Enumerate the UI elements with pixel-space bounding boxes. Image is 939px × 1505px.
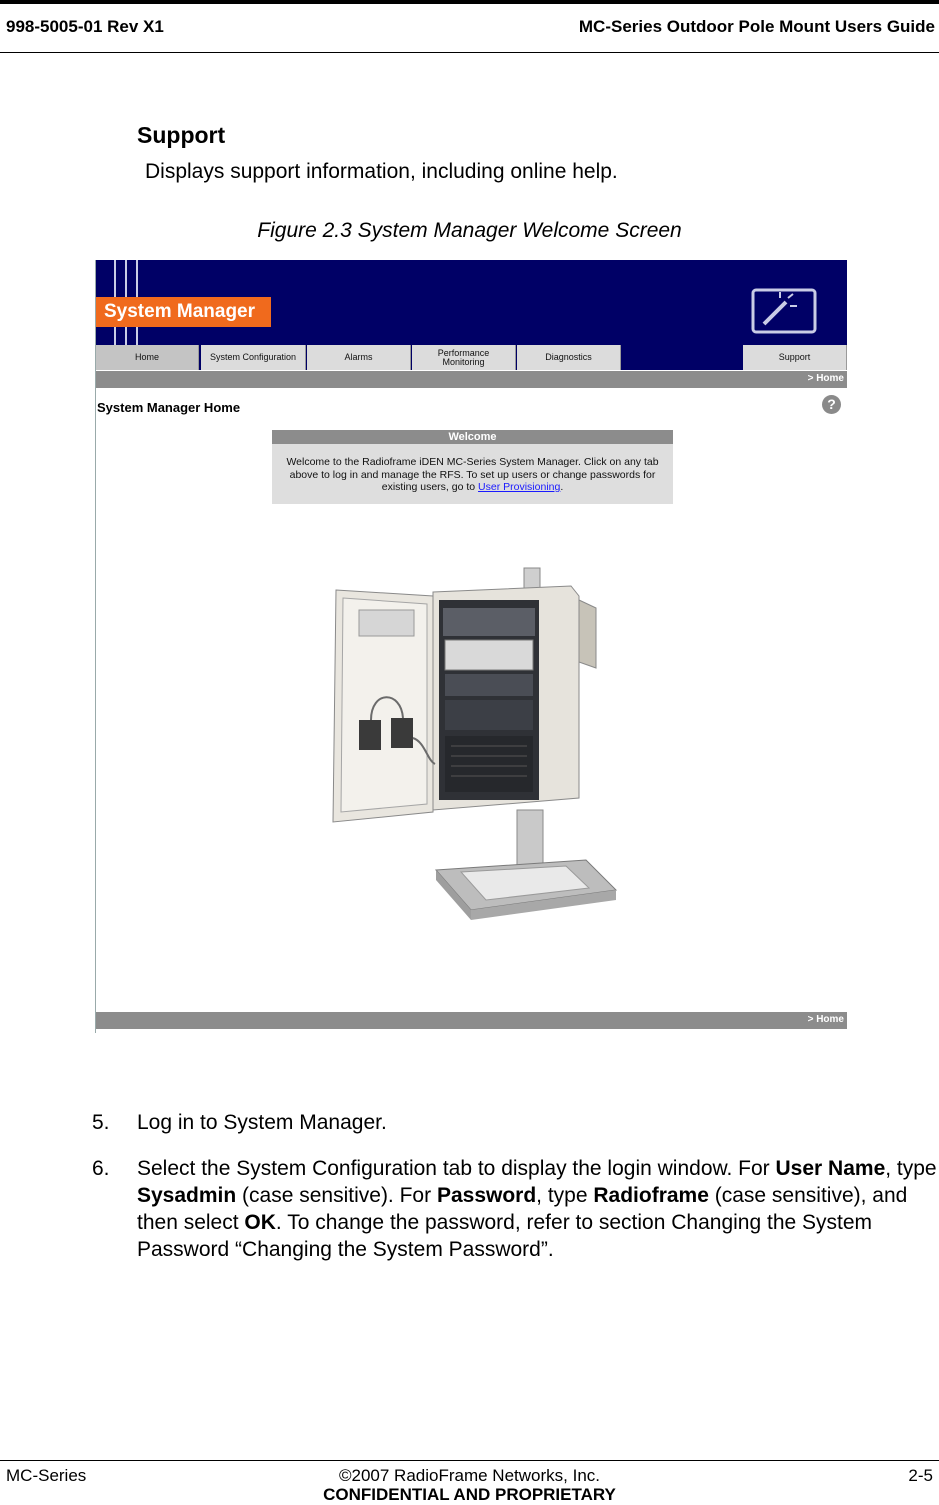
footer-product: MC-Series <box>6 1466 87 1485</box>
tab-bar <box>96 345 847 370</box>
section-title: Support <box>137 122 226 148</box>
doc-number: 998-5005-01 Rev X1 <box>6 17 164 36</box>
step-text: Log in to System Manager. <box>137 1111 387 1134</box>
header-rule <box>0 52 939 53</box>
welcome-message-end: . <box>560 481 564 493</box>
welcome-title: Welcome <box>272 430 673 444</box>
help-question-icon[interactable]: ? <box>822 395 841 414</box>
page-heading: System Manager Home <box>97 400 241 415</box>
step-text-part: (case sensitive), and then select <box>137 1184 908 1234</box>
step-term-user-name: User Name <box>775 1157 886 1180</box>
step-text <box>137 1155 937 1263</box>
step-text-part: , type <box>885 1157 937 1180</box>
tab-home[interactable]: Home <box>96 345 199 370</box>
page-number: 2-5 <box>908 1466 933 1485</box>
tab-diagnostics[interactable]: Diagnostics <box>517 345 621 370</box>
doc-title: MC-Series Outdoor Pole Mount Users Guide <box>578 17 935 36</box>
breadcrumb-home[interactable]: > Home <box>807 373 844 384</box>
user-provisioning-link[interactable]: User Provisioning <box>478 481 561 493</box>
header-top-rule <box>0 0 939 4</box>
step-text-part: . To change the password, refer to section Changing the System Password “Changing the System Password”. <box>137 1211 873 1261</box>
section-description: Displays support information, including online help. <box>145 160 618 183</box>
tab-support[interactable]: Support <box>743 345 847 370</box>
welcome-box <box>272 430 673 504</box>
welcome-message-text: Welcome to the Radioframe iDEN MC-Series System Manager. Click on any tab above to log in and manage the RFS. To set up users or change passwords for existing users, go to <box>286 456 659 493</box>
footer-breadcrumb-home[interactable]: > Home <box>807 1014 844 1025</box>
tab-system-configuration[interactable]: System Configuration <box>201 345 306 370</box>
welcome-message <box>272 456 673 494</box>
step-term-radioframe: Radioframe <box>593 1184 709 1207</box>
system-manager-screenshot <box>95 260 847 1033</box>
outdoor-cabinet-image <box>321 560 621 935</box>
step-term-sysadmin: Sysadmin <box>137 1184 237 1207</box>
footer-rule <box>0 1460 939 1461</box>
step-number: 5. <box>92 1111 110 1134</box>
step-term-ok: OK <box>244 1211 276 1234</box>
system-manager-logo: System Manager <box>96 297 271 327</box>
breadcrumb-bar <box>96 371 847 388</box>
step-text-part: (case sensitive). For <box>236 1184 437 1207</box>
step-text-part: Select the System Configuration tab to display the login window. For <box>137 1157 776 1180</box>
confidential-notice: CONFIDENTIAL AND PROPRIETARY <box>323 1485 616 1504</box>
tab-alarms[interactable]: Alarms <box>307 345 411 370</box>
radioframe-logo-icon <box>750 286 818 336</box>
footer-breadcrumb-bar <box>96 1012 847 1029</box>
tab-performance-monitoring[interactable]: Performance Monitoring <box>412 345 516 370</box>
step-number: 6. <box>92 1157 110 1180</box>
step-term-password: Password <box>436 1184 537 1207</box>
step-text-part: , type <box>536 1184 594 1207</box>
footer-copyright: ©2007 RadioFrame Networks, Inc. <box>338 1466 601 1485</box>
banner <box>96 260 847 370</box>
figure-caption: Figure 2.3 System Manager Welcome Screen <box>257 219 682 242</box>
